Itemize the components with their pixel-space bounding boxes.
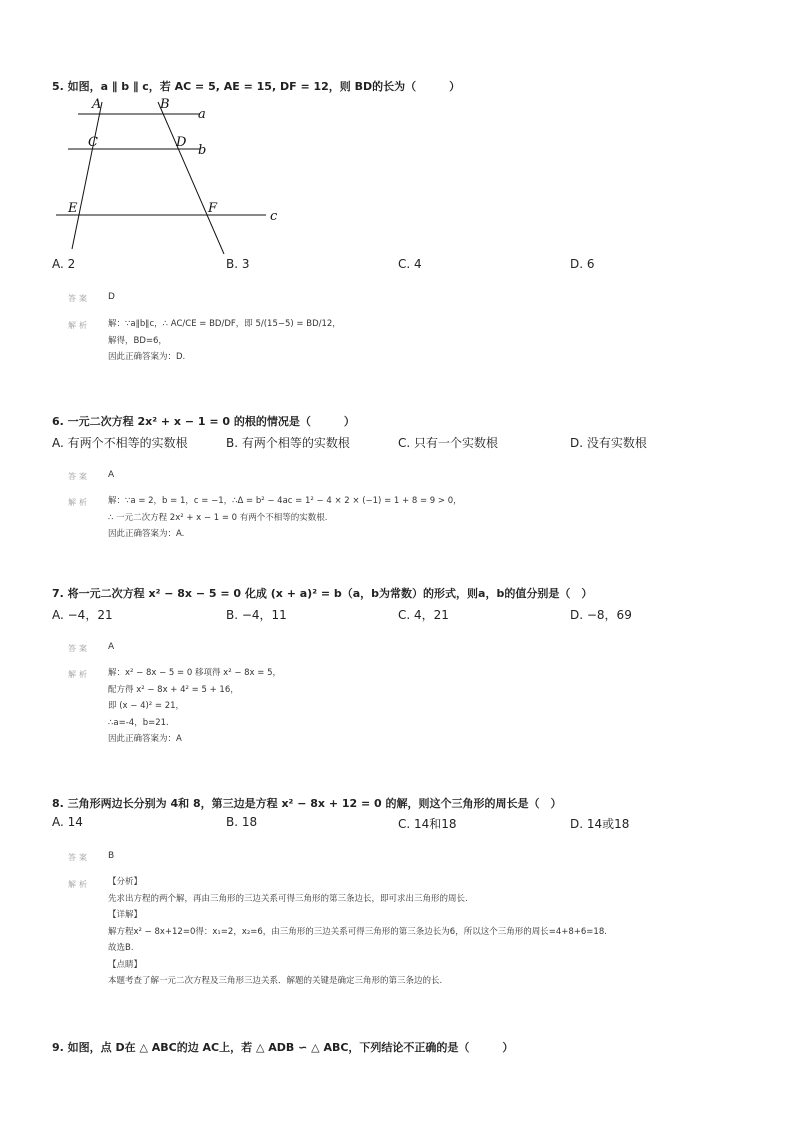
q8-analysis-line: 先求出方程的两个解，再由三角形的三边关系可得三角形的第三条边长，即可求出三角形的周长. (108, 893, 468, 904)
q8-analysis-line: 【点睛】 (108, 959, 143, 970)
label-B: B (160, 97, 170, 112)
q5-options (52, 257, 752, 273)
q5-option-b[interactable]: B. 3 (226, 257, 250, 271)
q8-answer: B (108, 851, 115, 861)
q8-stem: 8. 三角形两边长分别为 4和 8，第三边是方程 x² − 8x + 12 = 0 的解，则这个三角形的周长是（ ） (52, 797, 562, 810)
q6-stem: 6. 一元二次方程 2x² + x − 1 = 0 的根的情况是（ ） (52, 415, 355, 428)
q6-analysis-line: ∴ 一元二次方程 2x² + x − 1 = 0 有两个不相等的实数根. (108, 512, 328, 523)
q7-options (52, 606, 752, 622)
q9-stem: 9. 如图，点 D在 △ ABC的边 AC上，若 △ ADB ∽ △ ABC，下列结论不正确的是（ ） (52, 1041, 514, 1054)
q6-analysis (108, 493, 462, 543)
label-A: A (92, 97, 102, 112)
q8-answer-label: 答案 (68, 853, 90, 862)
q5-option-a[interactable]: A. 2 (52, 257, 76, 271)
q8-option-b[interactable]: B. 18 (226, 815, 258, 829)
q8-analysis-line: 故选B. (108, 943, 134, 953)
q6-answer: A (108, 470, 115, 480)
q7-analysis-label: 解析 (68, 670, 90, 679)
q7-analysis-line: 即 (x − 4)² = 21， (108, 701, 185, 711)
label-C: C (88, 135, 98, 150)
q5-answer: D (108, 292, 115, 302)
q6-analysis-line: 因此正确答案为：A. (108, 529, 185, 539)
parallel-lines-figure (52, 94, 292, 254)
label-E: E (68, 201, 78, 216)
label-b: b (198, 143, 207, 158)
q8-options (52, 815, 752, 831)
label-a: a (198, 107, 206, 122)
q7-analysis-line: 配方得 x² − 8x + 4² = 5 + 16， (108, 684, 239, 695)
q6-analysis-label: 解析 (68, 498, 90, 507)
q6-analysis-line: 解：∵a = 2，b = 1，c = −1，∴Δ = b² − 4ac = 1² − 4 × 2 × (−1) = 1 + 8 = 9 > 0， (108, 496, 462, 506)
q7-analysis-line: ∴a=-4，b=21. (108, 717, 169, 728)
q5-option-d[interactable]: D. 6 (570, 257, 595, 271)
q7-analysis (108, 665, 281, 748)
q6-option-b[interactable]: B. 有两个相等的实数根 (226, 436, 350, 450)
q8-analysis-line: 【分析】 (108, 877, 143, 887)
q8-analysis (108, 874, 607, 990)
q5-analysis (108, 316, 341, 366)
q7-option-a[interactable]: A. −4，21 (52, 608, 113, 622)
q7-answer-label: 答案 (68, 644, 90, 653)
label-F: F (208, 201, 218, 216)
q8-option-a[interactable]: A. 14 (52, 815, 83, 829)
q7-analysis-line: 因此正确答案为：A (108, 734, 182, 744)
q5-analysis-line: 解得，BD=6， (108, 335, 167, 346)
q6-option-d[interactable]: D. 没有实数根 (570, 436, 647, 450)
q7-option-c[interactable]: C. 4，21 (398, 608, 449, 622)
q5-analysis-label: 解析 (68, 321, 90, 330)
q7-stem: 7. 将一元二次方程 x² − 8x − 5 = 0 化成 (x + a)² = b（a，b为常数）的形式，则a，b的值分别是（ ） (52, 587, 593, 600)
q8-analysis-line: 【详解】 (108, 910, 143, 920)
q8-analysis-line: 解方程x² − 8x+12=0得：x₁=2，x₂=6，由三角形的三边关系可得三角形的第三条边长为6，所以这个三角形的周长=4+8+6=18. (108, 926, 607, 937)
q5-analysis-line: 解：∵a∥b∥c，∴ AC/CE = BD/DF，即 5/(15−5) = BD/12， (108, 319, 341, 329)
q8-analysis-label: 解析 (68, 880, 90, 889)
q6-answer-label: 答案 (68, 472, 90, 481)
q7-option-d[interactable]: D. −8，69 (570, 608, 632, 622)
q5-stem: 5. 如图，a ∥ b ∥ c，若 AC = 5, AE = 15, DF = 12，则 BD的长为（ ） (52, 80, 461, 93)
q7-option-b[interactable]: B. −4，11 (226, 608, 287, 622)
q5-analysis-line: 因此正确答案为：D. (108, 352, 186, 362)
q6-option-a[interactable]: A. 有两个不相等的实数根 (52, 436, 188, 450)
q6-options (52, 434, 752, 450)
q5-answer-label: 答案 (68, 294, 90, 303)
label-D: D (176, 135, 187, 150)
q6-option-c[interactable]: C. 只有一个实数根 (398, 436, 499, 450)
q8-option-d[interactable]: D. 14或18 (570, 817, 630, 831)
label-c: c (270, 209, 278, 224)
q7-answer: A (108, 642, 115, 652)
q7-analysis-line: 解：x² − 8x − 5 = 0 移项得 x² − 8x = 5， (108, 668, 282, 678)
q5-option-c[interactable]: C. 4 (398, 257, 422, 271)
q8-analysis-line: 本题考查了解一元二次方程及三角形三边关系．解题的关键是确定三角形的第三条边的长. (108, 976, 443, 986)
q8-option-c[interactable]: C. 14和18 (398, 817, 457, 831)
